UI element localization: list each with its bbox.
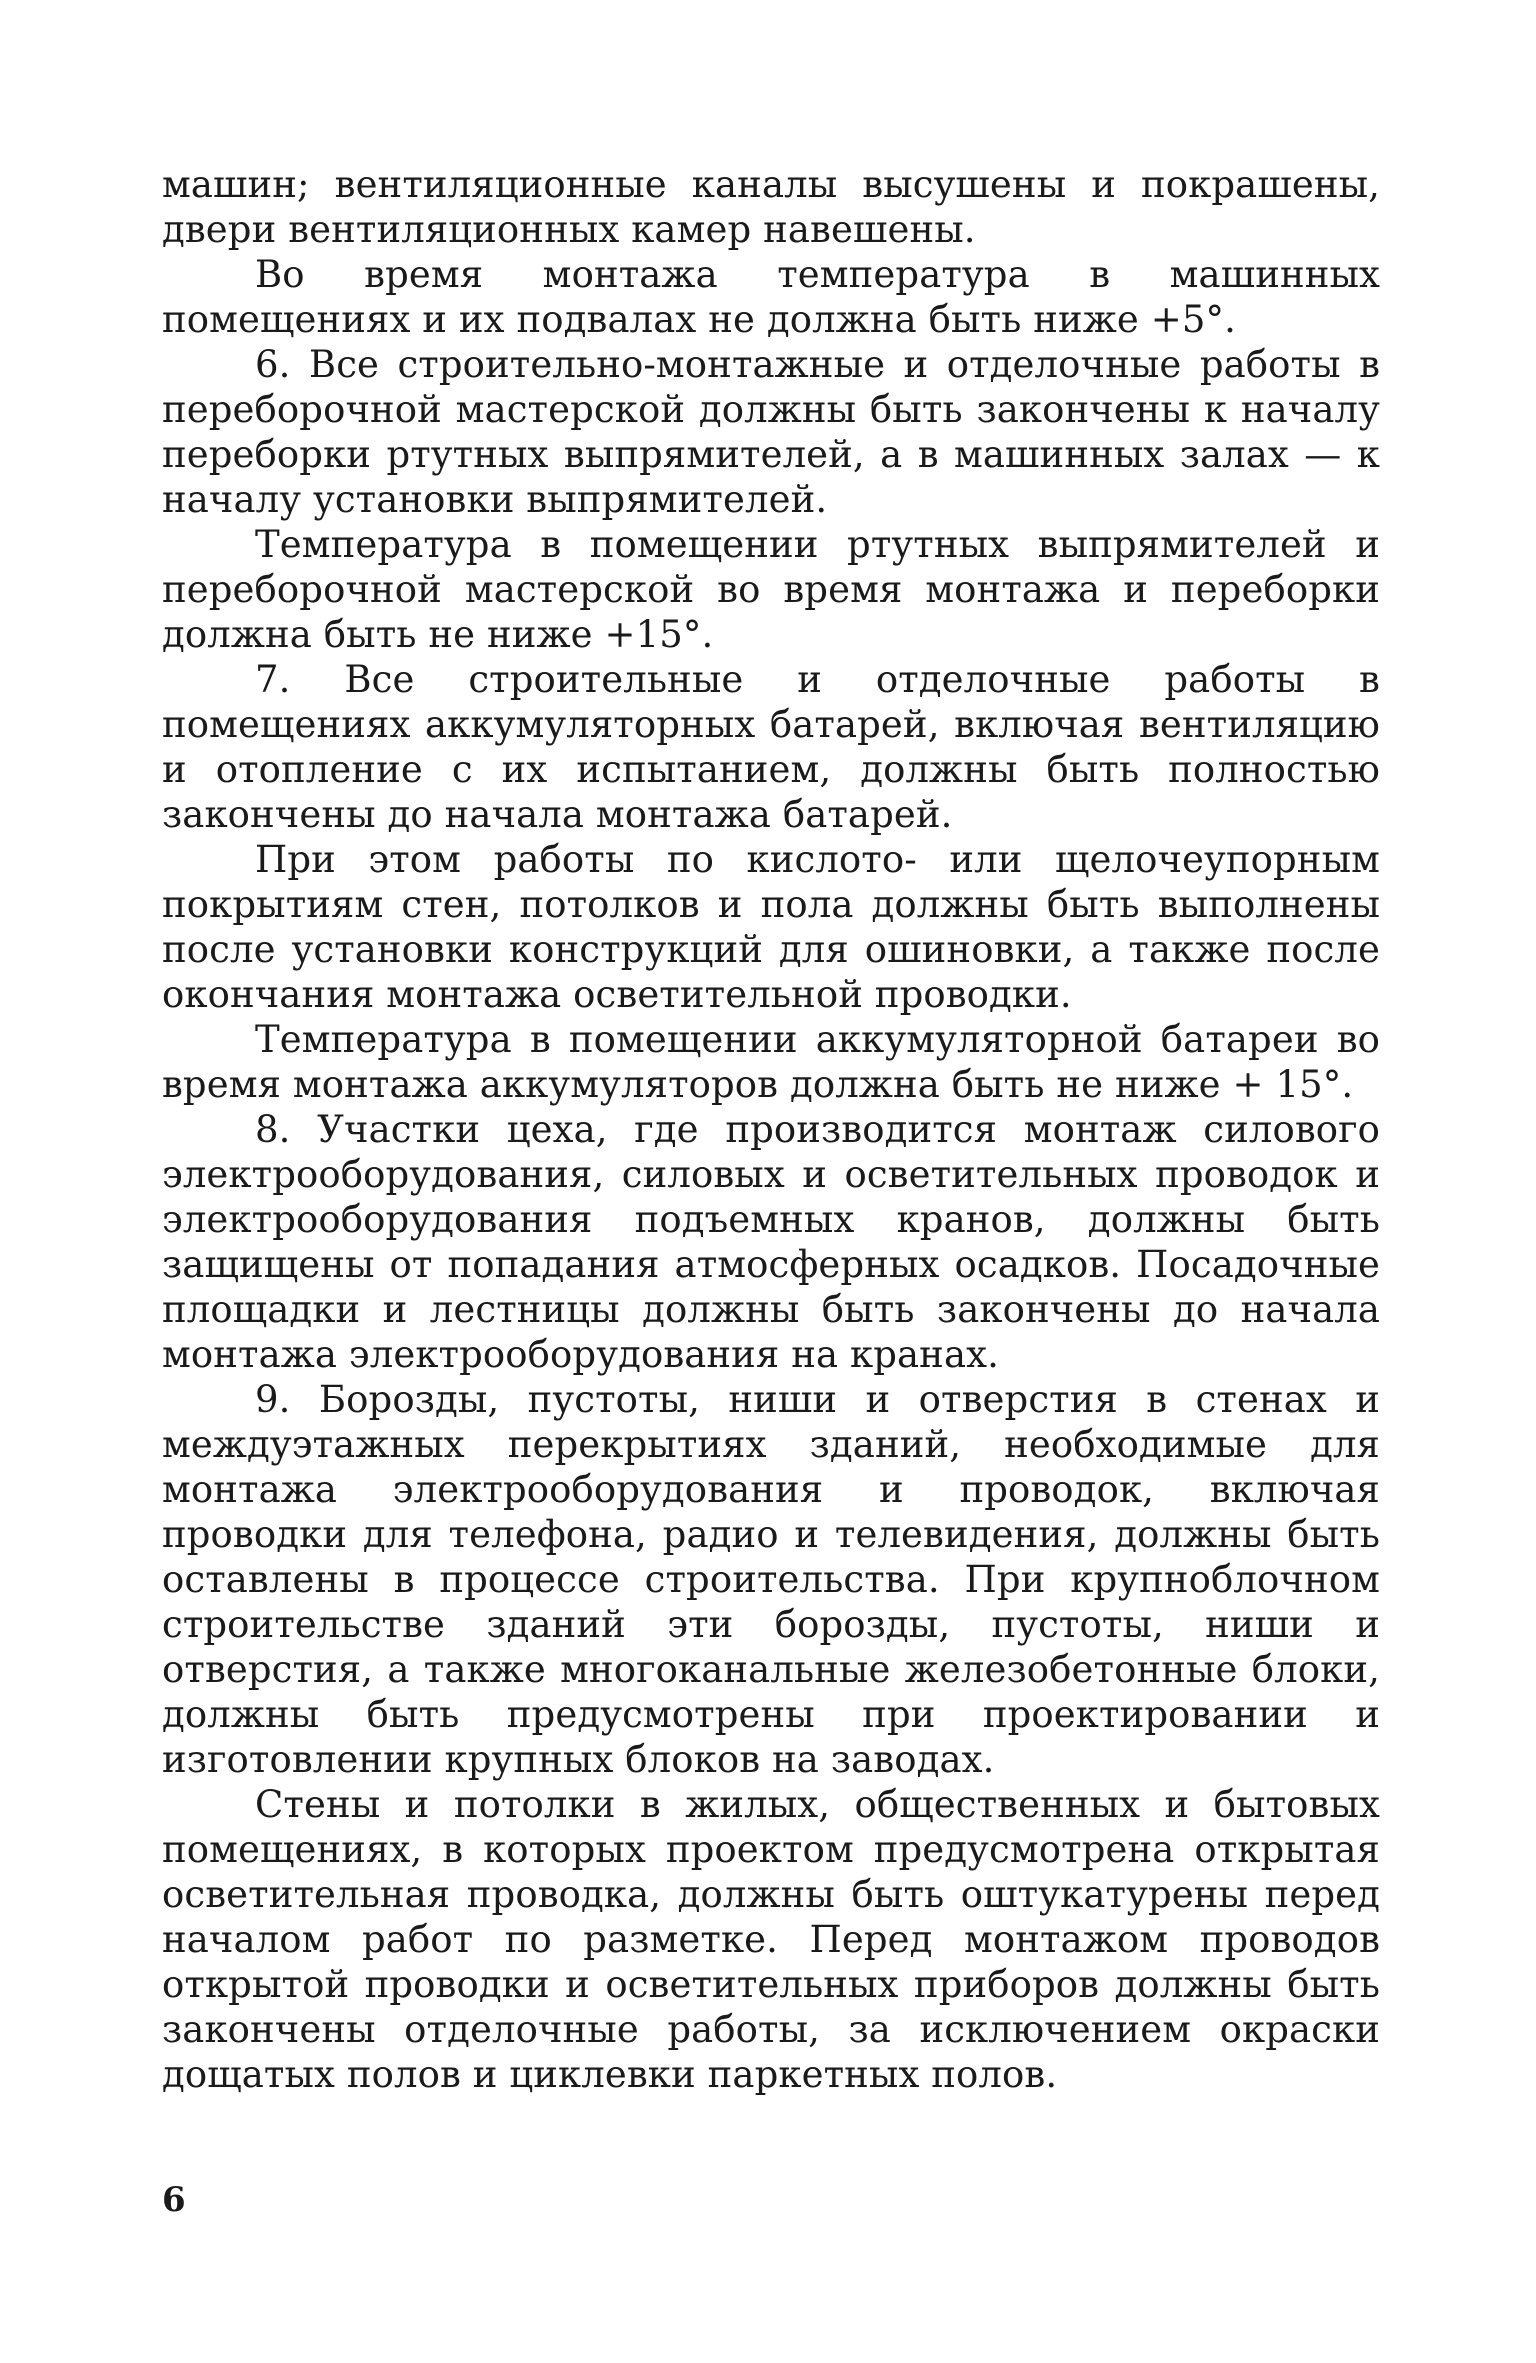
paragraph-item-6: 6. Все строительно-монтажные и отделочные работы в переборочной мастерской должны быть закончены к началу переборки ртутных выпрямителей, а в машинных залах — к началу установки выпрямителей. — [162, 343, 1380, 521]
paragraph-temperature-rectifiers: Температура в помещении ртутных выпрямителей и переборочной мастерской во время монтажа и переборки должна быть не ниже +15°. — [162, 523, 1380, 656]
paragraph-continuation: машин; вентиляционные каналы высушены и покрашены, двери вентиляционных камер навешены. — [162, 163, 1380, 251]
paragraph-walls-ceilings: Стены и потолки в жилых, общественных и бытовых помещениях, в которых проектом предусмотрена открытая осветительная проводка, должны быть оштукатурены перед началом работ по разметке. Перед монтажом проводов открытой проводки и осветительных приборов должны быть закончены отделочные работы, за исключением окраски дощатых полов и циклевки паркетных полов. — [162, 1783, 1380, 2096]
paragraph-item-8: 8. Участки цеха, где производится монтаж силового электрооборудования, силовых и осветительных проводок и электрооборудования подъемных кранов, должны быть защищены от попадания атмосферных осадков. Посадочные площадки и лестницы должны быть закончены до начала монтажа электрооборудования на кранах. — [162, 1108, 1380, 1376]
paragraph-item-9: 9. Борозды, пустоты, ниши и отверстия в стенах и междуэтажных перекрытиях зданий, необходимые для монтажа электрооборудования и проводок, включая проводки для телефона, радио и телевидения, должны быть оставлены в процессе строительства. При крупноблочном строительстве зданий эти борозды, пустоты, ниши и отверстия, а также многоканальные железобетонные блоки, должны быть предусмотрены при проектировании и изготовлении крупных блоков на заводах. — [162, 1378, 1380, 1781]
paragraph-acid-coatings: При этом работы по кислото- или щелочеупорным покрытиям стен, потолков и пола должны быть выполнены после установки конструкций для ошиновки, а также после окончания монтажа осветительной проводки. — [162, 838, 1380, 1016]
page-number: 6 — [162, 2180, 186, 2220]
paragraph-temperature-machine-rooms: Во время монтажа температура в машинных помещениях и их подвалах не должна быть ниже +5°. — [162, 253, 1380, 341]
paragraph-temperature-battery: Температура в помещении аккумуляторной батареи во время монтажа аккумуляторов должна быть не ниже + 15°. — [162, 1018, 1380, 1106]
page-body — [162, 162, 1380, 2097]
paragraph-item-7: 7. Все строительные и отделочные работы в помещениях аккумуляторных батарей, включая вентиляцию и отопление с их испытанием, должны быть полностью закончены до начала монтажа батарей. — [162, 658, 1380, 836]
